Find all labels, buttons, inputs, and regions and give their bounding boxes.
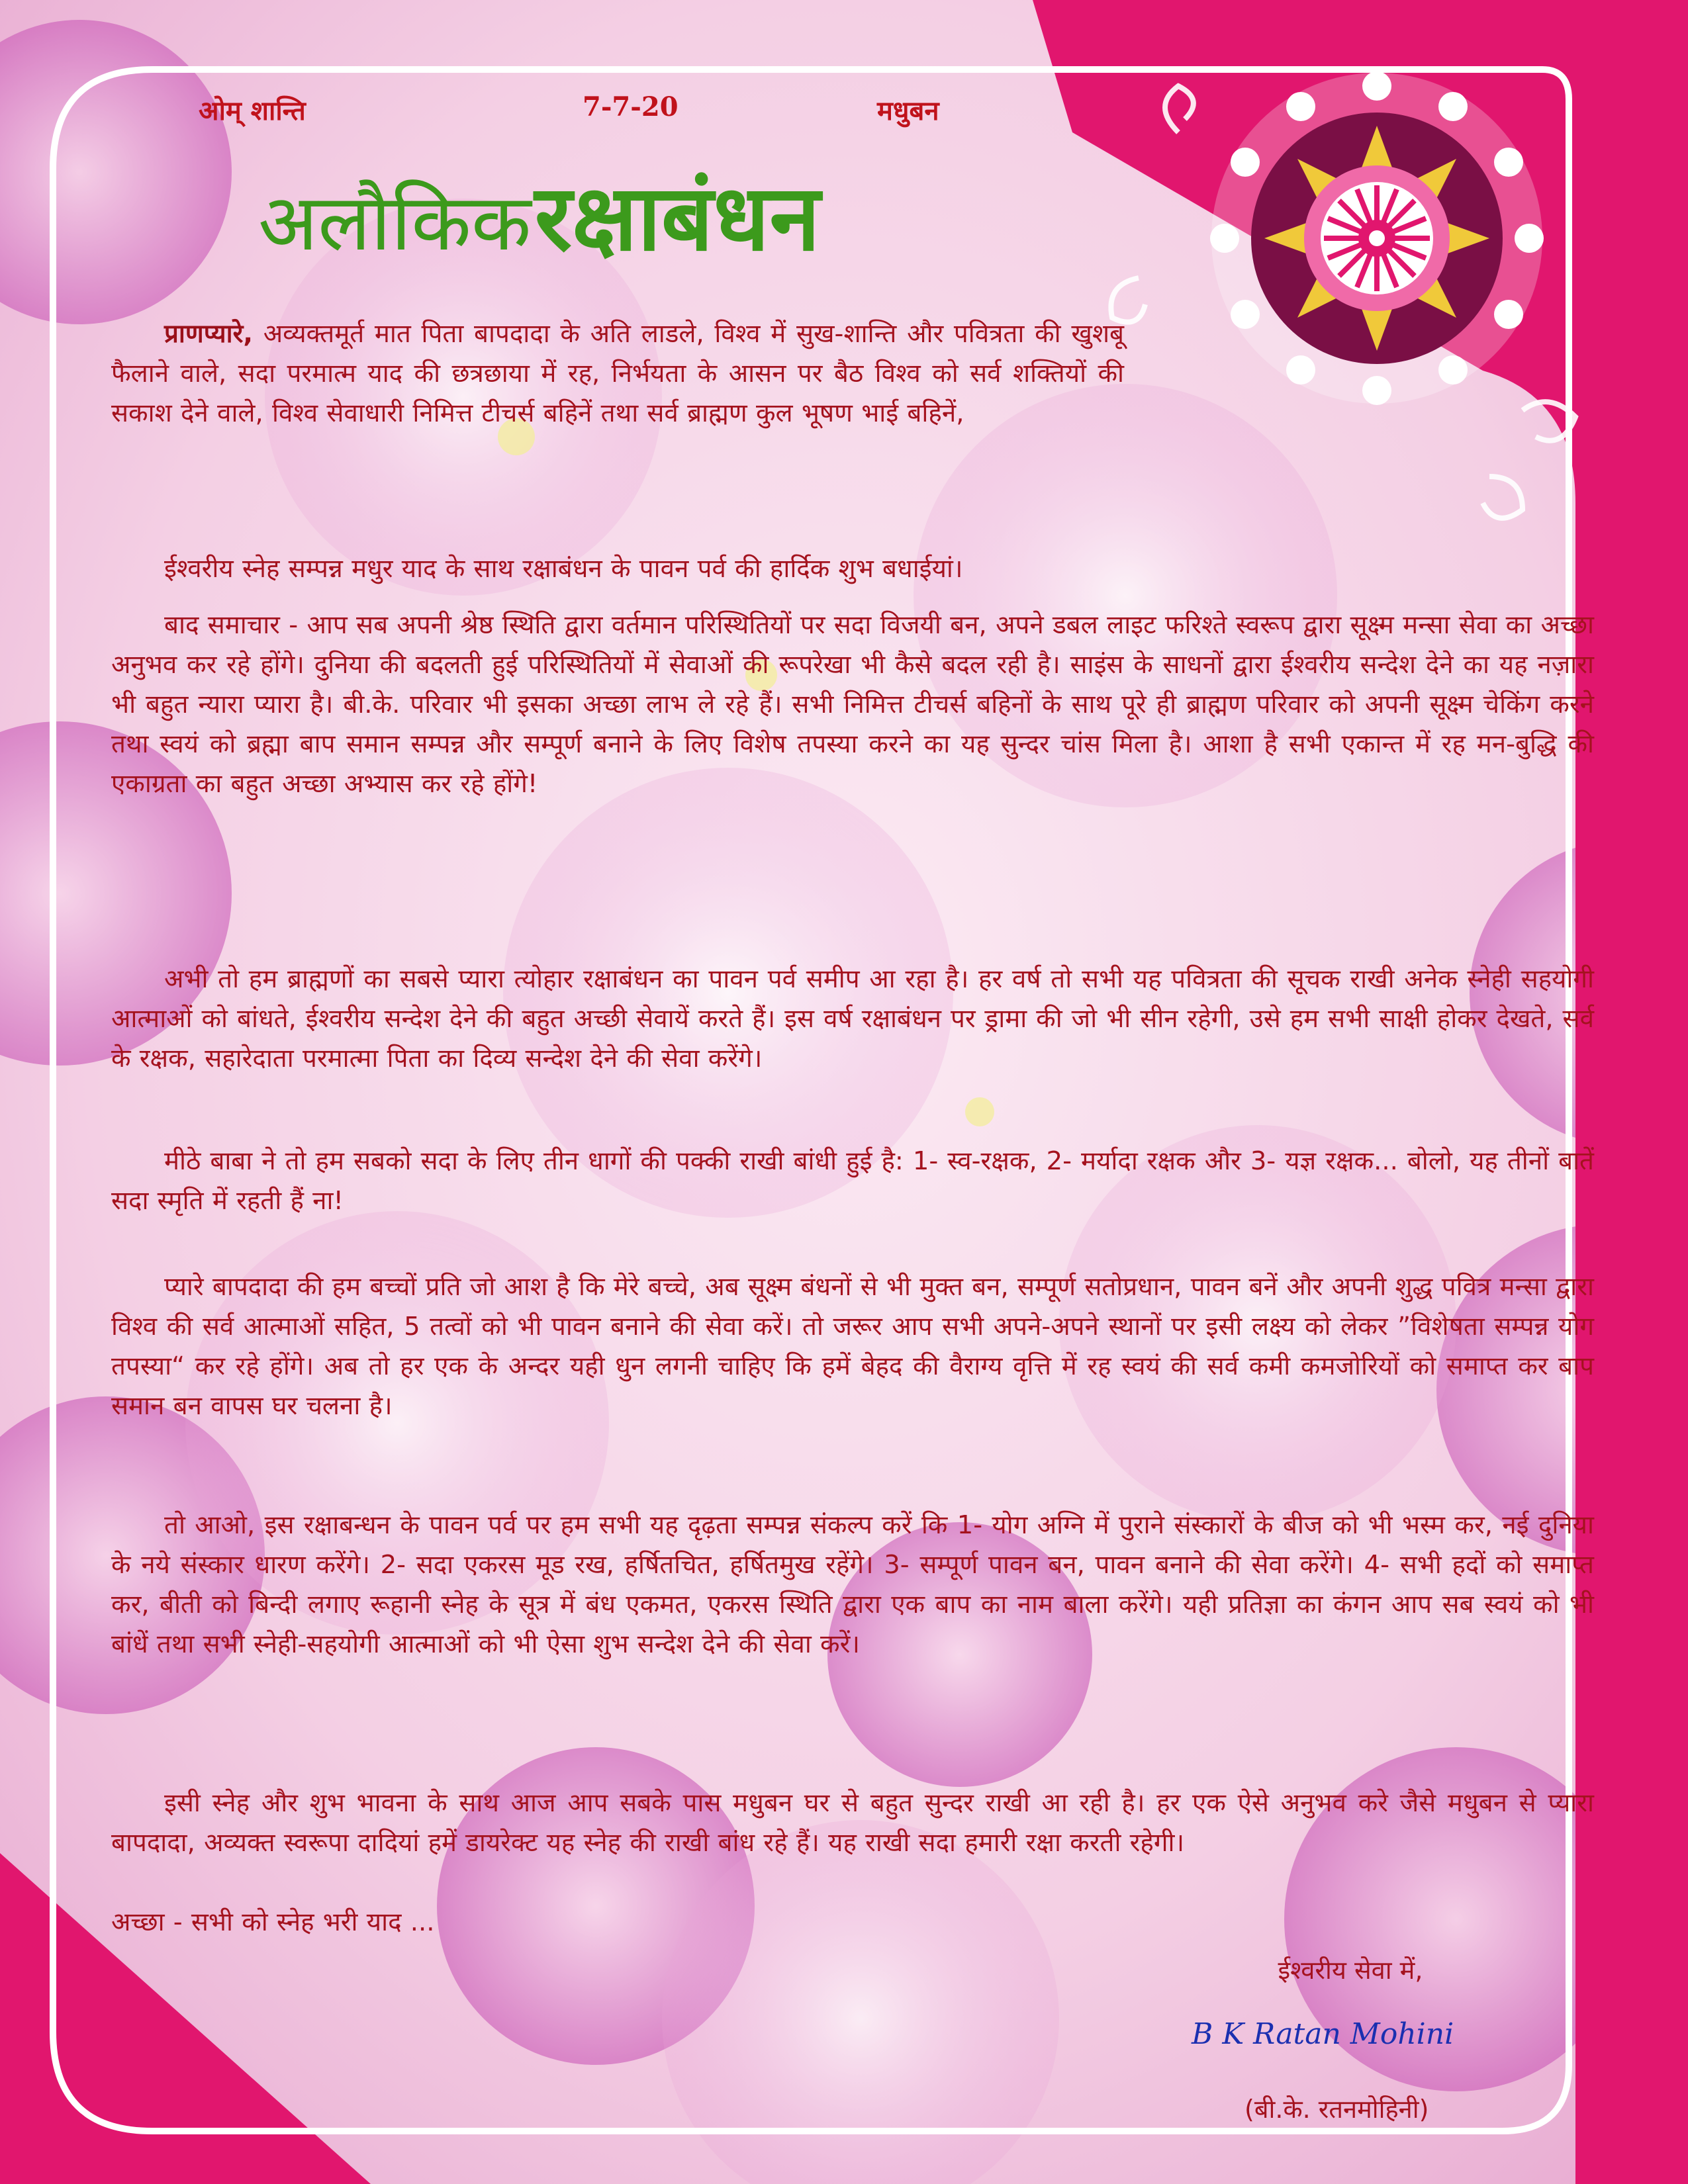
letter-closing: अच्छा - सभी को स्नेह भरी याद ...	[111, 1907, 435, 1937]
letter-paragraph-3: बाद समाचार - आप सब अपनी श्रेष्ठ स्थिति द्वारा वर्तमान परिस्थितियों पर सदा विजयी बन, अपने डबल लाइट फरिश्ते स्वरूप द्वारा सूक्ष्म मन्सा सेवा का अच्छा अनुभव कर रहे होंगे। दुनिया की बदलती हुई परिस्थितियों में सेवाओं की रूपरेखा भी कैसे बदल रही है। साइंस के साधनों द्वारा ईश्वरीय सन्देश देने का यह नज़ारा भी बहुत न्यारा प्यारा है। बी.के. परिवार भी इसका अच्छा लाभ ले रहे हैं। सभी निमित्त टीचर्स बहिनों के साथ पूरे ही ब्राह्मण परिवार को अपनी सूक्ष्म चेकिंग करने तथा स्वयं को ब्रह्मा बाप समान सम्पन्न और सम्पूर्ण बनाने के लिए विशेष तपस्या करने का यह सुन्दर चांस मिला है। आशा है सभी एकान्त में रह मन-बुद्धि की एकाग्रता का बहुत अच्छा अभ्यास कर रहे होंगे!	[111, 610, 1594, 799]
letter-paragraph-2: ईश्वरीय स्नेह सम्पन्न मधुर याद के साथ रक्षाबंधन के पावन पर्व की हार्दिक शुभ बधाईयां।	[164, 554, 963, 584]
letter-paragraph-5: मीठे बाबा ने तो हम सबको सदा के लिए तीन धागों की पक्की राखी बांधी हुई है: 1- स्व-रक्षक, 2- मर्यादा रक्षक और 3- यज्ञ रक्षक... बोलो, यह तीनों बातें सदा स्मृति में रहती हैं ना!	[111, 1146, 1594, 1216]
letter-paragraph-7: तो आओ, इस रक्षाबन्धन के पावन पर्व पर हम सभी यह दृढ़ता सम्पन्न संकल्प करें कि 1- योग अग्नि में पुराने संस्कारों के बीज को भी भस्म कर, नई दुनिया के नये संस्कार धारण करेंगे। 2- सदा एकरस मूड रख, हर्षितचित, हर्षितमुख रहेंगे। 3- सम्पूर्ण पावन बन, पावन बनाने की सेवा करेंगे। 4- सभी हदों को समाप्त कर, बीती को बिन्दी लगाए रूहानी स्नेह के सूत्र में बंध एकमत, एकरस स्थिति द्वारा एक बाप का नाम बाला करेंगे। यही प्रतिज्ञा का कंगन आप सब स्वयं को भी बांधें तथा सभी स्नेही-सहयोगी आत्माओं को भी ऐसा शुभ सन्देश देने की सेवा करें।	[111, 1510, 1594, 1659]
signature-service-line: ईश्वरीय सेवा में,	[1278, 1956, 1423, 1985]
salutation-name: प्राणप्यारे,	[164, 319, 253, 349]
handwritten-signature: B K Ratan Mohini	[1192, 2017, 1454, 2051]
letter-paragraph-6: प्यारे बापदादा की हम बच्चों प्रति जो आश है कि मेरे बच्चे, अब सूक्ष्म बंधनों से भी मुक्त बन, सम्पूर्ण सतोप्रधान, पावन बनें और अपनी शुद्ध पवित्र मन्सा द्वारा विश्व की सर्व आत्माओं सहित, 5 तत्वों को भी पावन बनाने की सेवा करें। तो जरूर आप सभी अपने-अपने स्थानों पर इसी लक्ष्य को लेकर ”विशेषता सम्पन्न योग तपस्या“ कर रहे होंगे। अब तो हर एक के अन्दर यही धुन लगनी चाहिए कि हमें बेहद की वैराग्य वृत्ति में रह स्वयं की सर्व कमी कमजोरियों को समाप्त कर बाप समान बन वापस घर चलना है।	[111, 1272, 1594, 1421]
letter-paragraph-4: अभी तो हम ब्राह्मणों का सबसे प्यारा त्योहार रक्षाबंधन का पावन पर्व समीप आ रहा है। हर वर्ष तो सभी यह पवित्रता की सूचक राखी अनेक स्नेही सहयोगी आत्माओं को बांधते, ईश्वरीय सन्देश देने की बहुत अच्छी सेवायें करते हैं। इस वर्ष रक्षाबंधन पर ड्रामा की जो भी सीन रहेगी, उसे हम सभी साक्षी होकर देखते, सर्व के रक्षक, सहारेदाता परमात्मा पिता का दिव्य सन्देश देने की सेवा करेंगे।	[111, 964, 1594, 1073]
header-om-shanti: ओम् शान्ति	[199, 95, 306, 126]
page-title	[258, 152, 821, 271]
letter-paragraph-1	[111, 314, 1124, 433]
signature-block	[1165, 1952, 1536, 1987]
letter-paragraph-8: इसी स्नेह और शुभ भावना के साथ आज आप सबके पास मधुबन घर से बहुत सुन्दर राखी आ रही है। हर एक ऐसे अनुभव करे जैसे मधुबन से प्यारा बापदादा, अव्यक्त स्वरूपा दादियां हमें डायरेक्ट यह स्नेह की राखी बांध रहे हैं। यह राखी सदा हमारी रक्षा करती रहेगी।	[111, 1788, 1594, 1858]
title-alaukik: अलौकिक	[258, 177, 532, 268]
header-date: 7-7-20	[583, 91, 679, 122]
title-rakshabandhan: रक्षाबंधन	[534, 165, 821, 271]
letter-paragraph-1-text: अव्यक्तमूर्त मात पिता बापदादा के अति लाडले, विश्व में सुख-शान्ति और पवित्रता की खुशबू फैलाने वाले, सदा परमात्म याद की छत्रछाया में रह, निर्भयता के आसन पर बैठ विश्व को सर्व शक्तियों की सकाश देने वाले, विश्व सेवाधारी निमित्त टीचर्स बहिनें तथा सर्व ब्राह्मण कुल भूषण भाई बहिनें,	[111, 319, 1124, 428]
header-madhuban: मधुबन	[877, 95, 939, 126]
signatory-name: (बी.के. रतनमोहिनी)	[1244, 2095, 1429, 2124]
